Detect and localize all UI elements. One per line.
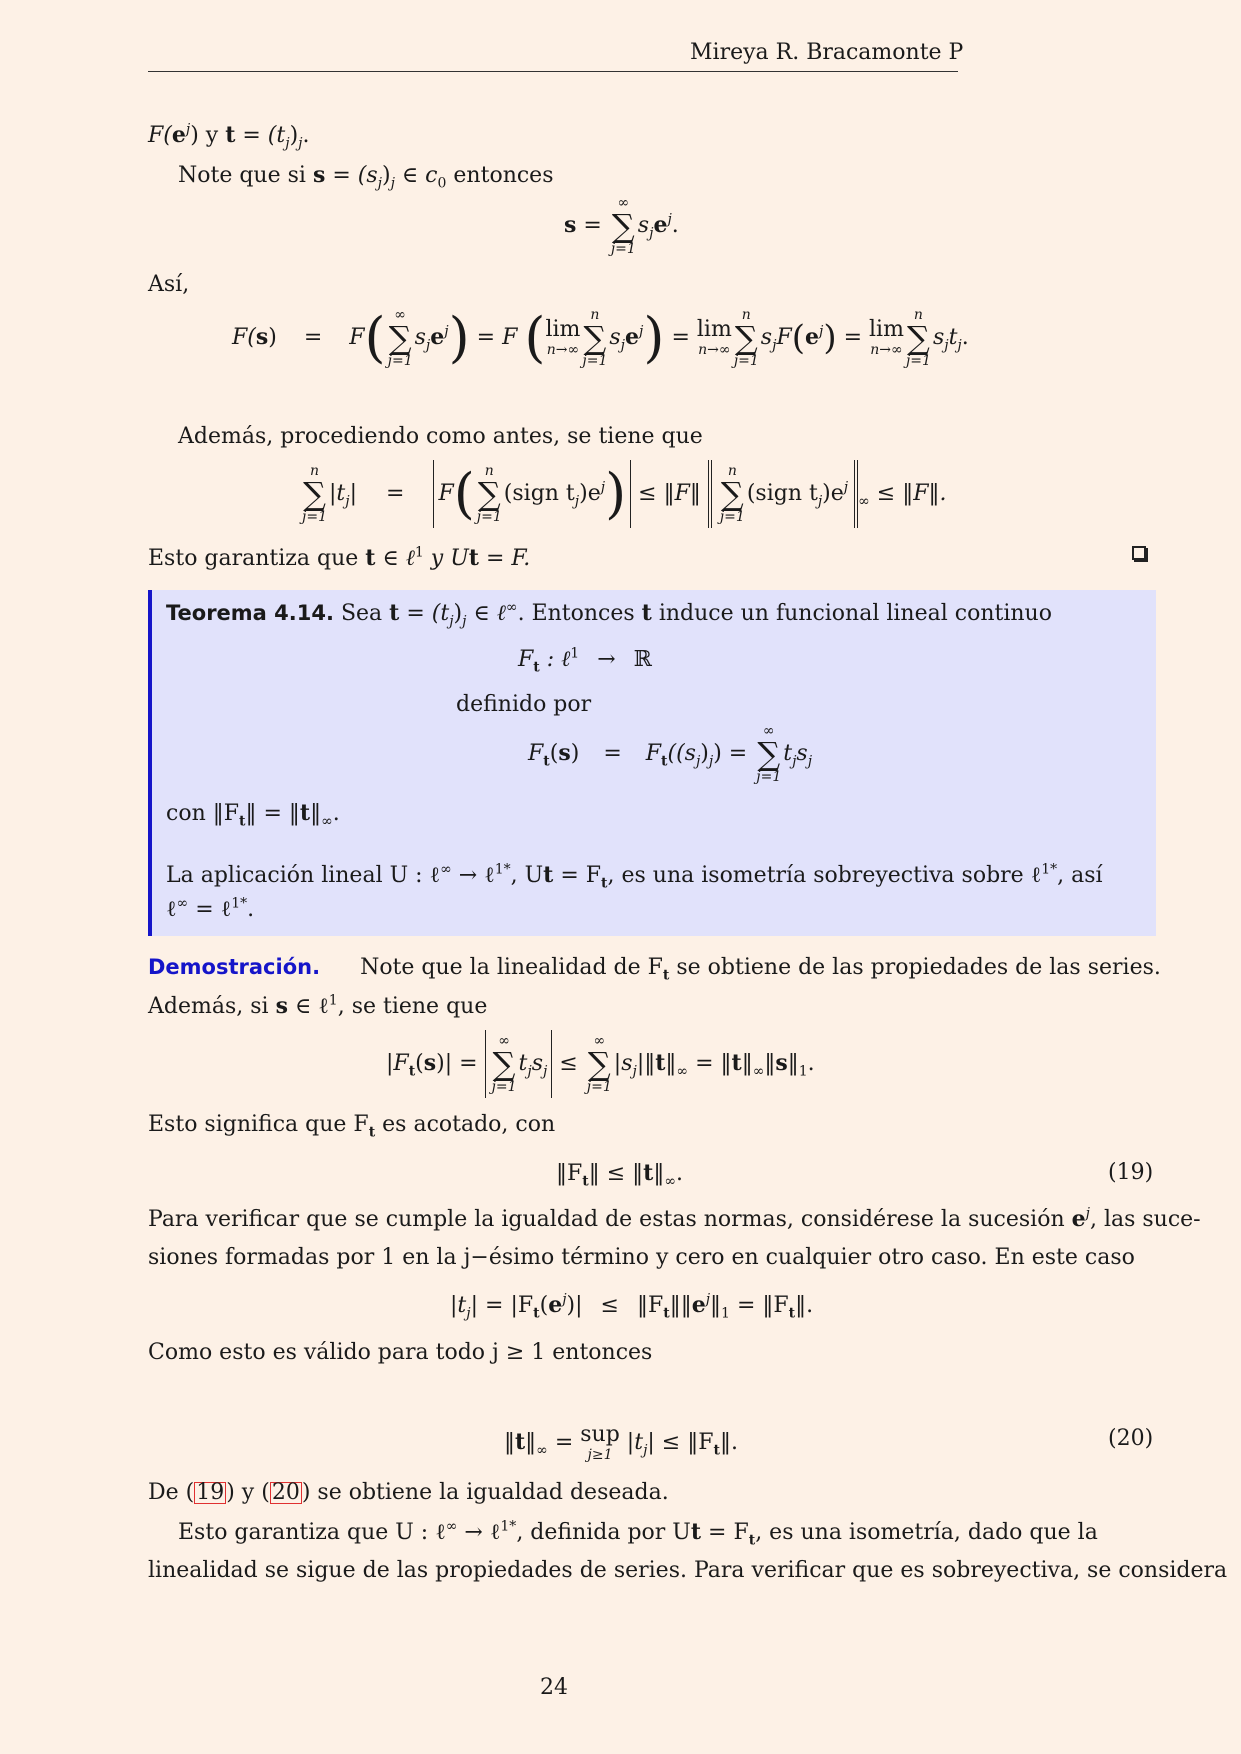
theorem-statement: Teorema 4.14. Sea $t = (t_j)_j$ ∈ ℓ∞. Entonces t induce un funcional lineal continuo <box>166 599 1052 630</box>
equation-Ft-def: $F_t(s) = F_t((s_j)_j)$ = ∞ ∑ j=1 $t_js_j$ <box>528 723 813 785</box>
text-de-19-20: De (19) y (20) se obtiene la igualdad deseada. <box>148 1480 669 1505</box>
text-ademas: Además, procediendo como antes, se tiene que <box>178 424 703 449</box>
page-number: 24 <box>540 1675 568 1700</box>
text-ademas-si: Además, si s ∈ ℓ$^1$, se tiene que <box>148 992 488 1019</box>
text-demostracion: Demostración. Note que la linealidad de $F_t$ se obtiene de las propiedades de las series. <box>148 955 1161 984</box>
equation-number-19: (19) <box>1108 1160 1154 1185</box>
text-isomorfismo: ℓ∞ = ℓ$^{1*}$. <box>166 895 255 922</box>
equation-tj-le-Ft: $|t_j| = |F_t(e^j)|$ ≤ $‖F_t‖‖e^j‖_1$ = $‖F_t‖$. <box>450 1291 814 1322</box>
equation-19: $‖F_t‖$ ≤ $‖t‖_\infty$. <box>556 1160 683 1190</box>
equation-number-20: (20) <box>1108 1426 1154 1451</box>
equation-ref-19-link[interactable]: 19 <box>196 1480 225 1505</box>
text-para-verificar: Para verificar que se cumple la igualdad de estas normas, considérese la sucesión $e^j$, las suce- <box>148 1205 1201 1232</box>
theorem-box <box>148 590 1156 936</box>
text-esto-garantiza: Esto garantiza que t ∈ ℓ$^1$ y Ut = F. <box>148 544 531 571</box>
equation-abs-Ft: $|F_t(s)|$ = ∞ ∑ j=1 $t_js_j$ ≤ ∞ ∑ j=1 $|s_j|‖t‖_\infty$ = $‖t‖_\infty‖s‖_1$. <box>386 1030 815 1098</box>
text-linealidad: linealidad se sigue de las propiedades de series. Para verificar que es sobreyectiva, se considera <box>148 1558 1228 1583</box>
page-header-author: Mireya R. Bracamonte P <box>690 40 964 65</box>
equation-ref-20-link[interactable]: 20 <box>271 1480 300 1505</box>
equation-sum-abs-tj: n ∑ j=1 $|t_j| = F$( n ∑ j=1 (sign $t_j)e^j$) ≤ ‖F‖ n ∑ j=1 (sign $t_j)e^j_\infty$ ≤ ‖F‖. <box>300 460 946 528</box>
equation-Ft-map: $F_t$ : ℓ$^1$ → ℝ <box>518 645 652 676</box>
theorem-label: Teorema 4.14. <box>166 601 334 625</box>
sum-symbol: ∞ ∑ j=1 <box>610 195 636 257</box>
equation-F-s: F(s) = F( ∞ ∑ j=1 $s_je^j) = F$ (lim n→∞ n ∑ j=1 $s_je^j) = \lim$ n→∞ n ∑ j=1 $s_jF(e^j) = \lim$ n→∞ n ∑ j=1 $s_jt_j$. <box>232 306 969 369</box>
text-esto-garantiza-U: Esto garantiza que U : ℓ∞ → ℓ$^{1*}$, definida por $Ut = F_t$, es una isometría, dado que la <box>178 1518 1098 1549</box>
text-definido-por: definido por <box>456 692 592 717</box>
equation-s-series: s = ∞ ∑ j=1 $s_je^j$. <box>564 195 679 257</box>
text-aplicacion-lineal: La aplicación lineal U : ℓ∞ → ℓ$^{1*}$, $Ut = F_t$, es una isometría sobreyectiva sobre ℓ$^{1*}$, así <box>166 861 1103 892</box>
text-esto-significa: Esto significa que $F_t$ es acotado, con <box>148 1112 556 1141</box>
text-line-ej: $F(e^j)$ y $t = (t_j)_j$. <box>148 121 310 152</box>
qed-square-icon <box>1132 546 1146 560</box>
header-rule <box>148 71 958 72</box>
text-como-esto: Como esto es válido para todo j ≥ 1 entonces <box>148 1340 653 1365</box>
text-note-que: Note que si $s = (s_j)_j$ ∈ $c_0$ entonces <box>178 162 554 192</box>
text-con-norma: con $‖F_t‖$ = $‖t‖_\infty$. <box>166 800 340 830</box>
text-asi: Así, <box>148 272 190 297</box>
equation-20: $‖t‖_\infty$ = sup j≥1 $|t_j|$ ≤ $‖F_t‖$. <box>504 1422 738 1463</box>
text-sucesiones: siones formadas por 1 en la j−ésimo término y cero en cualquier otro caso. En este caso <box>148 1245 1135 1270</box>
proof-label: Demostración. <box>148 955 321 979</box>
